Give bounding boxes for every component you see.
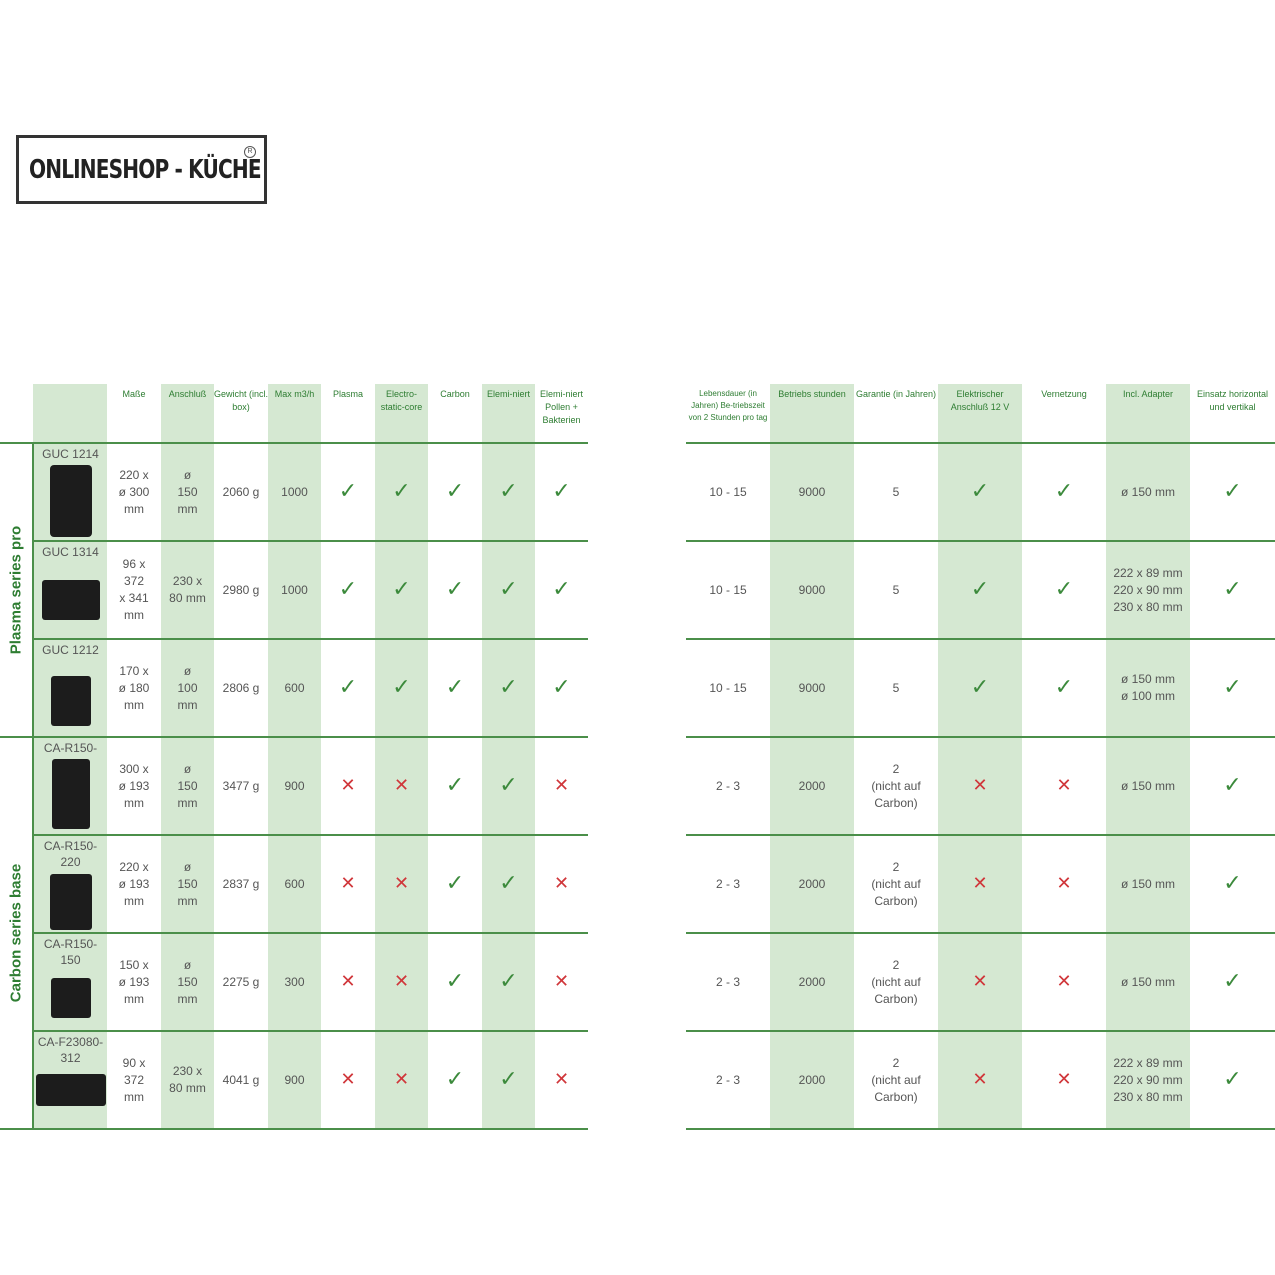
check-icon: ✓ [499, 771, 518, 797]
cell-anschluss: 230 x 80 mm [161, 541, 214, 639]
cell-lebensdauer: 10 - 15 [686, 541, 770, 639]
cell-lebensdauer: 2 - 3 [686, 737, 770, 835]
cell-stunden: 2000 [770, 1031, 854, 1129]
table-row [686, 541, 1275, 639]
cell-electro [375, 541, 428, 639]
cross-icon: ✕ [553, 1068, 570, 1089]
cell-pollen [535, 835, 588, 933]
check-icon: ✓ [1223, 869, 1242, 895]
product-image [42, 580, 100, 620]
table-row [0, 933, 588, 1031]
cell-plasma [321, 835, 375, 933]
header-lebensdauer: Lebensdauer (in Jahren) Be-triebszeit von 2 Stunden pro tag [686, 384, 770, 443]
cell-vernetzung [1022, 541, 1106, 639]
check-icon: ✓ [445, 967, 465, 993]
cell-anschluss [938, 1031, 1022, 1129]
check-icon: ✓ [1223, 771, 1242, 797]
check-icon: ✓ [1223, 673, 1242, 699]
header-adapter: Incl. Adapter [1106, 384, 1190, 443]
header-betriebsstunden: Betriebs stunden [770, 384, 854, 443]
check-icon: ✓ [970, 673, 990, 699]
cell-anschluss: 230 x 80 mm [161, 1031, 214, 1129]
cross-icon: ✕ [393, 1068, 410, 1089]
header-pollen: Elemi-niert Pollen + Bakterien [535, 384, 588, 443]
header-masse: Maße [107, 384, 161, 443]
check-icon: ✓ [499, 869, 518, 895]
cell-pollen [535, 541, 588, 639]
check-icon: ✓ [552, 673, 571, 699]
check-icon: ✓ [445, 673, 465, 699]
header-vernetzung: Vernetzung [1022, 384, 1106, 443]
cell-anschluss: ø 150 mm [161, 933, 214, 1031]
check-icon: ✓ [552, 477, 571, 503]
table-row [686, 835, 1275, 933]
product-cell [33, 835, 107, 933]
table-row [0, 737, 588, 835]
cross-icon: ✕ [972, 970, 988, 991]
cell-masse: 300 x ø 193 mm [107, 737, 161, 835]
product-image [52, 759, 90, 829]
cell-eleminiert [482, 639, 535, 737]
cross-icon: ✕ [393, 970, 410, 991]
cell-electro [375, 835, 428, 933]
cell-eleminiert [482, 541, 535, 639]
cell-stunden: 2000 [770, 835, 854, 933]
check-icon: ✓ [1223, 967, 1242, 993]
table-row [686, 443, 1275, 541]
cell-einsatz [1190, 1031, 1275, 1129]
cross-icon: ✕ [972, 774, 988, 795]
cell-carbon [428, 639, 482, 737]
cell-max: 1000 [268, 541, 321, 639]
check-icon: ✓ [392, 575, 411, 601]
table-row [686, 1031, 1275, 1129]
registered-icon: R [244, 146, 256, 158]
cell-anschluss: ø 100 mm [161, 639, 214, 737]
cross-icon: ✕ [340, 774, 356, 795]
cross-icon: ✕ [1056, 774, 1072, 795]
cell-eleminiert [482, 443, 535, 541]
product-cell [33, 639, 107, 737]
check-icon: ✓ [392, 673, 411, 699]
cell-electro [375, 639, 428, 737]
product-image [50, 465, 92, 537]
product-cell [33, 541, 107, 639]
check-icon: ✓ [445, 771, 465, 797]
table-row [0, 443, 588, 541]
cell-gewicht: 2837 g [214, 835, 268, 933]
cell-lebensdauer: 10 - 15 [686, 443, 770, 541]
header-corner [0, 384, 33, 443]
cell-plasma [321, 541, 375, 639]
series-label: Carbon series base [7, 863, 25, 1003]
cell-anschluss [938, 737, 1022, 835]
cell-carbon [428, 737, 482, 835]
cell-electro [375, 443, 428, 541]
cell-garantie: 2 (nicht auf Carbon) [854, 835, 938, 933]
cell-plasma [321, 933, 375, 1031]
check-icon: ✓ [499, 673, 518, 699]
cross-icon: ✕ [972, 872, 988, 893]
cell-gewicht: 2980 g [214, 541, 268, 639]
cell-stunden: 2000 [770, 737, 854, 835]
cell-gewicht: 2275 g [214, 933, 268, 1031]
table-row [0, 1031, 588, 1129]
cell-einsatz [1190, 933, 1275, 1031]
cell-masse: 170 x ø 180 mm [107, 639, 161, 737]
cell-adapter: 222 x 89 mm 220 x 90 mm 230 x 80 mm [1106, 1031, 1190, 1129]
cell-vernetzung [1022, 737, 1106, 835]
check-icon: ✓ [1223, 477, 1242, 503]
cell-anschluss [938, 933, 1022, 1031]
cell-electro [375, 1031, 428, 1129]
header-eleminiert: Elemi-niert [482, 384, 535, 443]
check-icon: ✓ [445, 477, 465, 503]
cell-anschluss: ø 150 mm [161, 737, 214, 835]
cell-adapter: ø 150 mm [1106, 443, 1190, 541]
product-image [50, 874, 92, 930]
cell-adapter: ø 150 mm [1106, 835, 1190, 933]
cell-einsatz [1190, 541, 1275, 639]
cell-eleminiert [482, 933, 535, 1031]
cell-plasma [321, 639, 375, 737]
series-group [0, 737, 33, 1129]
check-icon: ✓ [1223, 575, 1242, 601]
cell-einsatz [1190, 737, 1275, 835]
cell-garantie: 2 (nicht auf Carbon) [854, 1031, 938, 1129]
cross-icon: ✕ [340, 1068, 356, 1089]
cell-anschluss: ø 150 mm [161, 443, 214, 541]
check-icon: ✓ [1054, 477, 1074, 503]
cell-stunden: 9000 [770, 639, 854, 737]
cell-max: 600 [268, 639, 321, 737]
cross-icon: ✕ [972, 1068, 988, 1089]
product-name: CA-F23080- 312 [37, 1035, 104, 1065]
product-image [51, 978, 91, 1018]
cell-electro [375, 737, 428, 835]
table-row [0, 541, 588, 639]
cell-max: 1000 [268, 443, 321, 541]
cross-icon: ✕ [553, 872, 570, 893]
cell-eleminiert [482, 835, 535, 933]
product-cell [33, 443, 107, 541]
table-row [0, 835, 588, 933]
cell-plasma [321, 1031, 375, 1129]
cell-adapter: ø 150 mm [1106, 737, 1190, 835]
product-name: GUC 1214 [42, 447, 99, 461]
cell-plasma [321, 443, 375, 541]
check-icon: ✓ [338, 575, 358, 601]
table-row [686, 933, 1275, 1031]
cell-garantie: 5 [854, 443, 938, 541]
cell-stunden: 2000 [770, 933, 854, 1031]
cell-carbon [428, 541, 482, 639]
check-icon: ✓ [445, 869, 465, 895]
product-cell [33, 933, 107, 1031]
cell-vernetzung [1022, 443, 1106, 541]
cell-electro [375, 933, 428, 1031]
table-row [686, 737, 1275, 835]
cell-pollen [535, 933, 588, 1031]
check-icon: ✓ [1223, 1065, 1242, 1091]
left-spec-table [0, 384, 588, 1130]
check-icon: ✓ [499, 1065, 518, 1091]
cell-einsatz [1190, 443, 1275, 541]
cell-lebensdauer: 2 - 3 [686, 835, 770, 933]
check-icon: ✓ [970, 477, 990, 503]
cell-carbon [428, 933, 482, 1031]
cell-pollen [535, 737, 588, 835]
header-gewicht: Gewicht (incl. box) [214, 384, 268, 443]
check-icon: ✓ [970, 575, 990, 601]
cell-gewicht: 2060 g [214, 443, 268, 541]
header-carbon: Carbon [428, 384, 482, 443]
product-name: CA-R150- 150 [43, 937, 98, 967]
table-row [686, 639, 1275, 737]
cell-carbon [428, 443, 482, 541]
cell-garantie: 5 [854, 639, 938, 737]
cell-masse: 220 x ø 193 mm [107, 835, 161, 933]
header-electro: Electro-static-core [375, 384, 428, 443]
cell-anschluss [938, 639, 1022, 737]
cell-anschluss [938, 541, 1022, 639]
series-label: Plasma series pro [7, 525, 25, 655]
logo-text: ONLINESHOP - KÜCHE [29, 154, 261, 185]
check-icon: ✓ [499, 575, 518, 601]
check-icon: ✓ [499, 477, 518, 503]
cross-icon: ✕ [553, 970, 570, 991]
header-max: Max m3/h [268, 384, 321, 443]
cross-icon: ✕ [1056, 970, 1072, 991]
cell-adapter: ø 150 mm [1106, 933, 1190, 1031]
cell-gewicht: 2806 g [214, 639, 268, 737]
cell-carbon [428, 835, 482, 933]
cell-garantie: 2 (nicht auf Carbon) [854, 933, 938, 1031]
check-icon: ✓ [499, 967, 518, 993]
check-icon: ✓ [1054, 673, 1074, 699]
cell-einsatz [1190, 835, 1275, 933]
cell-eleminiert [482, 737, 535, 835]
cell-masse: 90 x 372 mm [107, 1031, 161, 1129]
cross-icon: ✕ [340, 872, 356, 893]
cell-anschluss: ø 150 mm [161, 835, 214, 933]
cell-pollen [535, 639, 588, 737]
cell-garantie: 5 [854, 541, 938, 639]
check-icon: ✓ [552, 575, 571, 601]
cell-masse: 96 x 372 x 341 mm [107, 541, 161, 639]
right-spec-table [686, 384, 1275, 1130]
product-name: CA-R150- 220 [43, 839, 98, 869]
cell-pollen [535, 443, 588, 541]
cell-plasma [321, 737, 375, 835]
table-row [0, 639, 588, 737]
cell-stunden: 9000 [770, 443, 854, 541]
cross-icon: ✕ [393, 774, 410, 795]
cell-einsatz [1190, 639, 1275, 737]
cell-carbon [428, 1031, 482, 1129]
header-product [33, 384, 107, 443]
cell-max: 900 [268, 1031, 321, 1129]
product-cell [33, 1031, 107, 1129]
check-icon: ✓ [392, 477, 411, 503]
check-icon: ✓ [338, 477, 358, 503]
check-icon: ✓ [1054, 575, 1074, 601]
cell-vernetzung [1022, 1031, 1106, 1129]
cross-icon: ✕ [393, 872, 410, 893]
cell-lebensdauer: 2 - 3 [686, 1031, 770, 1129]
header-einsatz: Einsatz horizontal und vertikal [1190, 384, 1275, 443]
cell-anschluss [938, 835, 1022, 933]
product-image [51, 676, 91, 726]
cell-gewicht: 4041 g [214, 1031, 268, 1129]
product-name: CA-R150- [43, 741, 98, 755]
header-anschluss: Anschluß [161, 384, 214, 443]
header-garantie: Garantie (in Jahren) [854, 384, 938, 443]
product-image [36, 1074, 106, 1106]
cross-icon: ✕ [1056, 872, 1072, 893]
cross-icon: ✕ [1056, 1068, 1072, 1089]
product-name: GUC 1314 [42, 545, 99, 559]
cell-garantie: 2 (nicht auf Carbon) [854, 737, 938, 835]
header-elektrischer-anschluss: Elektrischer Anschluß 12 V [938, 384, 1022, 443]
cross-icon: ✕ [553, 774, 570, 795]
cell-stunden: 9000 [770, 541, 854, 639]
cell-lebensdauer: 10 - 15 [686, 639, 770, 737]
cell-eleminiert [482, 1031, 535, 1129]
check-icon: ✓ [445, 575, 465, 601]
cell-lebensdauer: 2 - 3 [686, 933, 770, 1031]
cell-pollen [535, 1031, 588, 1129]
cell-masse: 150 x ø 193 mm [107, 933, 161, 1031]
check-icon: ✓ [338, 673, 358, 699]
cell-max: 600 [268, 835, 321, 933]
check-icon: ✓ [445, 1065, 465, 1091]
cell-anschluss [938, 443, 1022, 541]
cell-max: 300 [268, 933, 321, 1031]
logo [16, 135, 267, 204]
cell-max: 900 [268, 737, 321, 835]
cell-masse: 220 x ø 300 mm [107, 443, 161, 541]
cell-vernetzung [1022, 639, 1106, 737]
header-plasma: Plasma [321, 384, 375, 443]
cell-vernetzung [1022, 933, 1106, 1031]
cross-icon: ✕ [340, 970, 356, 991]
cell-adapter: 222 x 89 mm 220 x 90 mm 230 x 80 mm [1106, 541, 1190, 639]
product-name: GUC 1212 [42, 643, 99, 657]
series-group [0, 443, 33, 737]
cell-gewicht: 3477 g [214, 737, 268, 835]
cell-adapter: ø 150 mm ø 100 mm [1106, 639, 1190, 737]
cell-vernetzung [1022, 835, 1106, 933]
product-cell [33, 737, 107, 835]
